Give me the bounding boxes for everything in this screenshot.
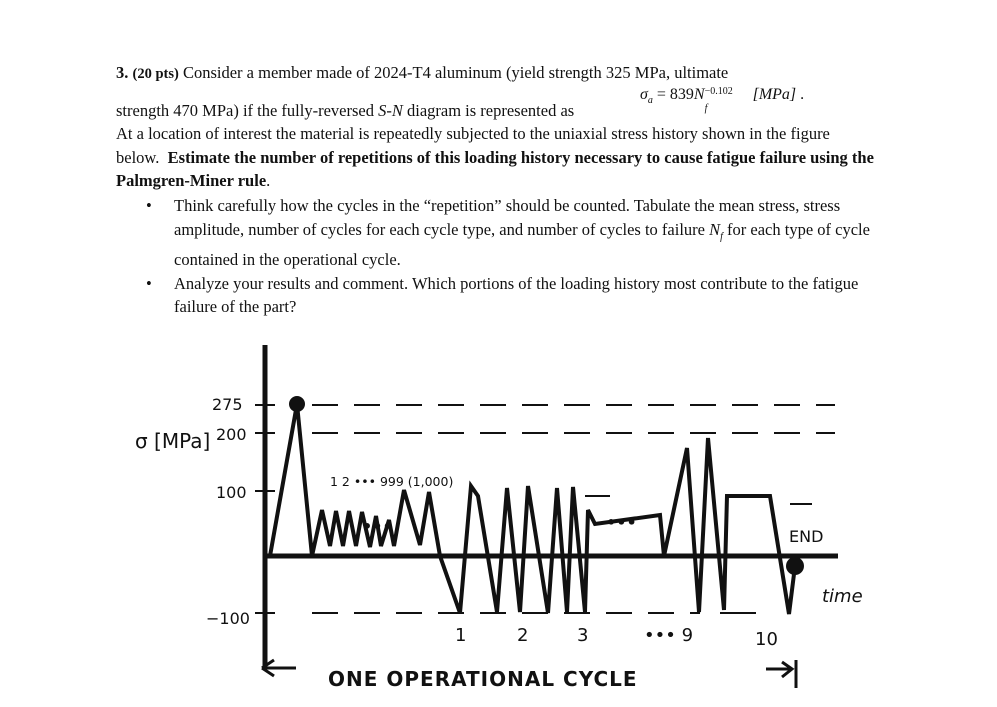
tick-label-200: 200	[216, 425, 247, 444]
stress-history-line	[270, 404, 795, 614]
bullet-icon: •	[146, 273, 152, 293]
arrow-right-icon	[766, 660, 796, 688]
bullet-icon: •	[146, 196, 152, 215]
cycle-number-1: 1	[455, 625, 467, 646]
sigma-symbol: σ	[640, 86, 648, 103]
problem-line1-text: Consider a member made of 2024-T4 aluminum (yield strength 325 MPa, ultimate	[182, 63, 729, 82]
cycle-number-2: 2	[517, 625, 529, 646]
problem-line2-prefix: strength 470 MPa) if the fully-reversed	[116, 100, 379, 120]
sigma-subscript: a	[647, 95, 653, 107]
cycle-number-9: ••• 9	[644, 625, 694, 646]
time-label: time	[822, 586, 863, 607]
sn-label: S-N	[378, 100, 403, 120]
cycle-number-3: 3	[577, 625, 589, 646]
equation-variable: N	[693, 86, 705, 103]
problem-points: (20 pts)	[132, 66, 179, 82]
equation-exponent: −0.102	[704, 86, 733, 97]
operational-cycle-label: ONE OPERATIONAL CYCLE	[328, 667, 638, 691]
end-marker-dot	[786, 557, 804, 575]
peak-marker-dot	[289, 396, 305, 412]
tick-label-275: 275	[212, 395, 243, 414]
small-cycle-label: 1 2 ••• 999 (1,000)	[330, 474, 454, 489]
nf-subscript: f	[720, 230, 723, 242]
problem-task-end: .	[266, 171, 271, 190]
tick-label-100: 100	[216, 483, 247, 502]
end-label: END	[789, 527, 824, 546]
bullet-1-text-b: for each type of cycle contained in the operational cycle.	[174, 219, 870, 270]
equation-coefficient: = 839	[656, 86, 694, 103]
ellipsis-large-cycles: •••	[606, 513, 637, 532]
equation-unit: [MPa]	[752, 86, 797, 103]
equation-period: .	[800, 86, 805, 103]
bullet-1-text-a: Think carefully how the cycles in the “repetition” should be counted. Tabulate the mean stress, stress amplitude, number of cycles for each cycle type, and number of cycles to failure	[174, 196, 841, 239]
problem-number: 3.	[116, 63, 129, 82]
cycle-number-10: 10	[755, 629, 778, 650]
bullet-2-text: Analyze your results and comment. Which portions of the loading history most contribute to the fatigue failure of the part?	[174, 273, 859, 317]
y-axis-label: σ [MPa]	[135, 429, 211, 453]
nf-symbol: N	[709, 219, 721, 239]
problem-line2-suffix: diagram is represented as	[402, 100, 575, 120]
problem-line3-text: At a location of interest the material is repeatedly subjected to the uniaxial stress history shown in the figure below.	[116, 124, 830, 167]
tick-label-neg100: −100	[206, 609, 250, 628]
ellipsis-small-cycles: •••	[362, 517, 393, 536]
equation-variable-subscript: f	[704, 103, 708, 114]
problem-task-bold: Estimate the number of repetitions of this loading history necessary to cause fatigue failure using the Palmgren-Miner rule	[116, 147, 874, 190]
